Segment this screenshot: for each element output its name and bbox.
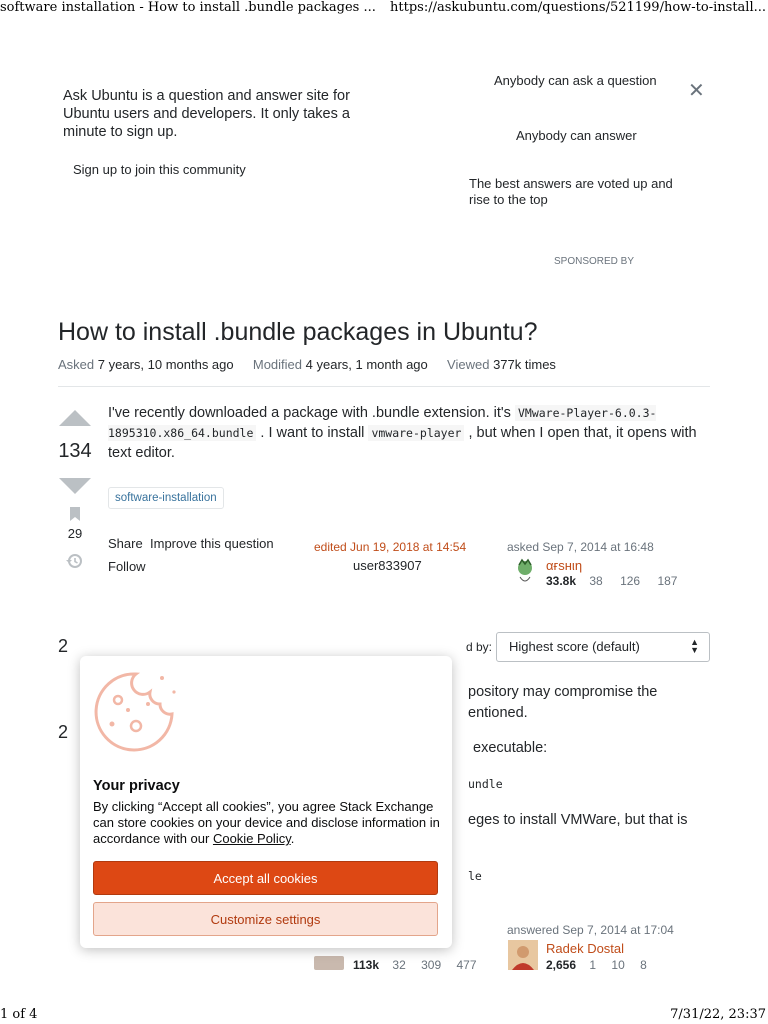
silver-badge-count: 126 — [620, 574, 641, 588]
gold-badge-count: 38 — [589, 574, 603, 588]
answer-code-1: undle — [468, 777, 503, 791]
answer-count-fragment: 2 — [58, 636, 69, 656]
answer-line-4: eges to install VMWare, but that is — [468, 812, 688, 828]
answerer-gold: 1 — [589, 958, 597, 972]
editor-name[interactable]: user833907 — [353, 558, 422, 573]
print-header-title: software installation - How to install .bundle packages ... — [0, 0, 376, 15]
edited-timestamp[interactable]: edited Jun 19, 2018 at 14:54 — [314, 540, 467, 554]
customize-settings-button[interactable]: Customize settings — [93, 902, 438, 936]
close-icon[interactable]: ✕ — [688, 80, 705, 102]
body-text-2: . I want to install — [256, 425, 369, 441]
cookie-text-end: . — [290, 831, 295, 846]
tag-software-installation[interactable]: software-installation — [108, 487, 224, 509]
select-arrows-icon: ▲ ▼ — [690, 637, 699, 655]
answer-editor-gold: 32 — [392, 958, 406, 972]
question-body — [108, 403, 708, 463]
code-bundle-file: VMware-Player-6.0.3-1895310.x86_64.bundle — [108, 406, 657, 440]
answerer-badges — [546, 958, 647, 972]
benefit-voted: The best answers are voted up and rise to the top — [469, 176, 673, 207]
answerer-rep: 2,656 — [546, 958, 577, 972]
history-icon[interactable] — [65, 553, 83, 574]
community-pitch-text: Ask Ubuntu is a question and answer site for Ubuntu users and developers. It only takes a minute to sign up. — [63, 88, 350, 140]
upvote-icon[interactable] — [59, 410, 91, 426]
answerer-silver: 10 — [611, 958, 625, 972]
share-link[interactable]: Share — [108, 536, 143, 551]
cookie-icon — [90, 670, 180, 759]
cookie-consent-dialog — [80, 656, 452, 948]
answer-code-2: le — [468, 869, 482, 883]
viewed-value: 377k times — [493, 357, 556, 372]
author-rep: 33.8k — [546, 574, 577, 588]
author-name[interactable]: αғsнιη — [546, 558, 583, 573]
author-avatar[interactable] — [510, 557, 540, 587]
modified-value[interactable]: 4 years, 1 month ago — [305, 357, 428, 372]
answer-editor-badges — [353, 958, 477, 972]
signup-link[interactable]: Sign up to join this community — [73, 162, 246, 177]
asked-value: 7 years, 10 months ago — [97, 357, 234, 372]
answerer-bronze: 8 — [640, 958, 647, 972]
bronze-badge-count: 187 — [657, 574, 678, 588]
vote-count: 134 — [58, 440, 92, 462]
answer-editor-silver: 309 — [421, 958, 442, 972]
answer-vote-fragment: 2 — [58, 722, 69, 742]
sort-label: d by: — [466, 640, 493, 654]
answerer-name[interactable]: Radek Dostal — [546, 941, 625, 956]
bookmark-icon[interactable] — [68, 506, 82, 520]
modified-label: Modified — [252, 357, 303, 372]
benefit-answer: Anybody can answer — [516, 128, 637, 143]
accept-all-cookies-button[interactable]: Accept all cookies — [93, 861, 438, 895]
community-pitch — [63, 87, 363, 141]
answer-editor-bronze: 477 — [456, 958, 477, 972]
cookie-text-body: By clicking “Accept all cookies”, you agree Stack Exchange can store cookies on your device and disclose information in accordance with our — [93, 799, 440, 846]
sponsored-label: SPONSORED BY — [554, 256, 635, 267]
print-footer-datetime: 7/31/22, 23:37 — [670, 1007, 766, 1022]
answer-editor-rep: 113k — [353, 958, 380, 972]
cookie-title: Your privacy — [93, 778, 180, 794]
print-footer-page: 1 of 4 — [0, 1007, 38, 1022]
editor-avatar-fragment — [314, 956, 344, 970]
answer-line-2: entioned. — [468, 705, 528, 721]
improve-question-link[interactable]: Improve this question — [150, 536, 274, 551]
asked-timestamp: asked Sep 7, 2014 at 16:48 — [507, 540, 654, 554]
body-text-1: I've recently downloaded a package with .bundle extension. it's — [108, 405, 515, 421]
answerer-avatar[interactable] — [508, 940, 538, 970]
answered-timestamp: answered Sep 7, 2014 at 17:04 — [507, 923, 674, 937]
downvote-icon[interactable] — [59, 478, 91, 494]
sort-select[interactable] — [496, 632, 710, 662]
benefit-ask: Anybody can ask a question — [494, 73, 657, 88]
print-header-url: https://askubuntu.com/questions/521199/how-to-install... — [390, 0, 766, 15]
viewed-label: Viewed — [447, 357, 490, 372]
sort-selected-value: Highest score (default) — [509, 639, 640, 654]
divider — [58, 386, 710, 387]
bookmark-count: 29 — [67, 526, 83, 541]
cookie-policy-link[interactable]: Cookie Policy — [212, 831, 291, 846]
cookie-text — [93, 799, 443, 847]
answer-line-3: executable: — [473, 740, 548, 756]
page-title[interactable]: How to install .bundle packages in Ubuntu? — [58, 318, 538, 346]
answer-line-1: pository may compromise the — [468, 684, 658, 700]
follow-link[interactable]: Follow — [108, 559, 146, 574]
question-meta — [58, 357, 556, 372]
author-badges — [546, 574, 677, 588]
code-vmware-player: vmware-player — [368, 425, 464, 441]
asked-label: Asked — [58, 357, 95, 372]
body-text-3: , but when I open that, it opens with text editor. — [108, 425, 697, 461]
